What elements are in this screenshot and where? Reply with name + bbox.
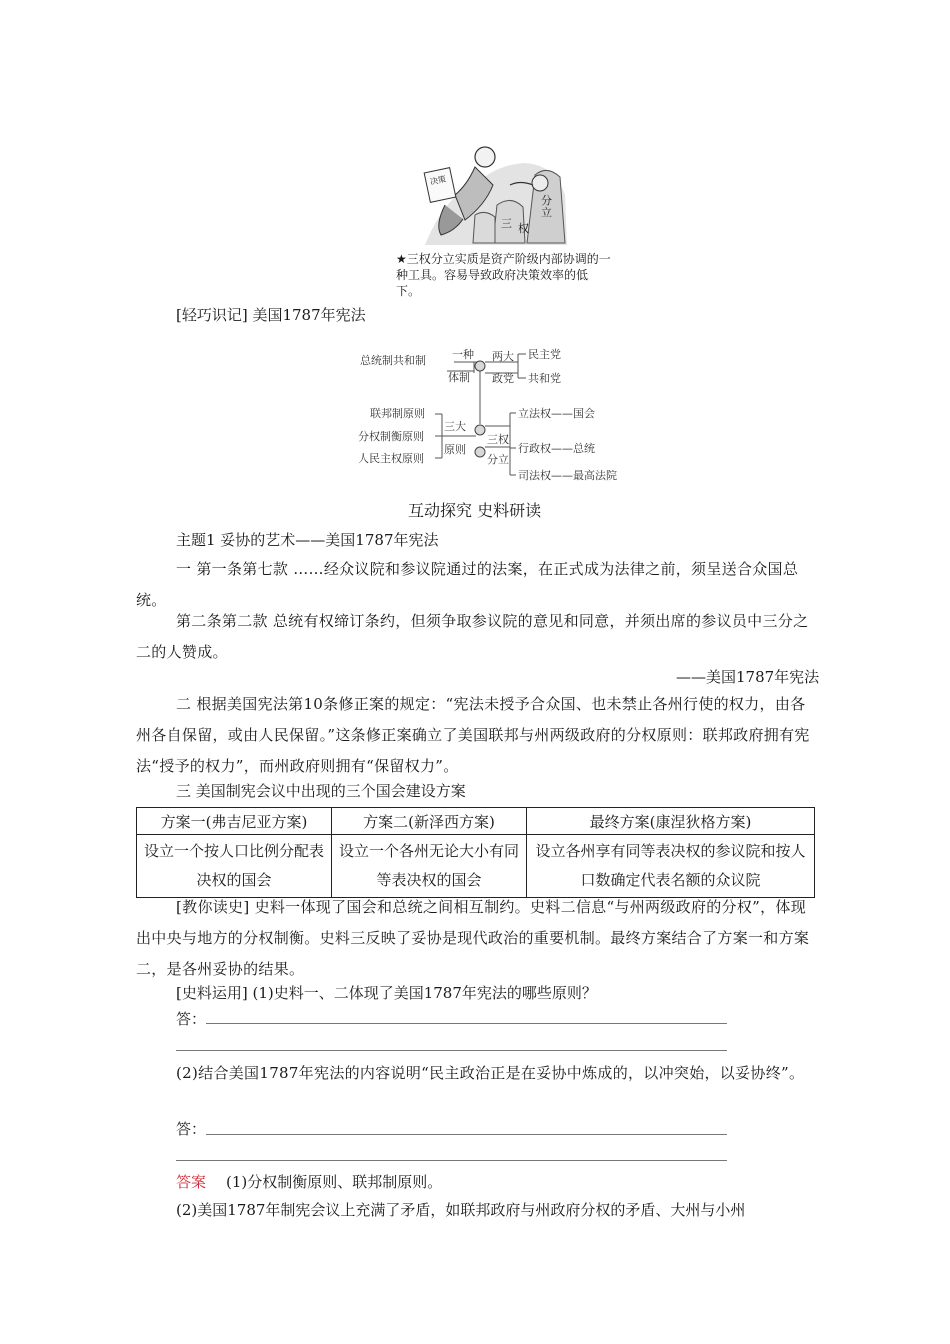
diagram-separation: 分立 xyxy=(487,453,509,466)
source1-paragraph1: 一 第一条第七款 ……经众议院和参议院通过的法案，在正式成为法律之前，须呈送合众国总统。 xyxy=(136,560,799,609)
diagram-power-executive: 行政权——总统 xyxy=(518,442,595,455)
answer-2: (2)美国1787年制宪会议上充满了矛盾，如联邦政府与州政府分权的矛盾、大州与小州 xyxy=(176,1201,746,1219)
three-powers-cartoon-icon xyxy=(415,135,575,250)
teach-paragraph: [教你读史] 史料一体现了国会和总统之间相互制约。史料二信息“与州两级政府的分权”，体现出中央与地方的分权制衡。史料三反映了妥协是现代政治的重要机制。最终方案结合了方案一和方案二，是各州妥协的结果。 xyxy=(136,898,810,978)
answer-label: 答案 xyxy=(176,1173,207,1191)
memory-heading: [轻巧识记] 美国1787年宪法 xyxy=(176,306,366,324)
diagram-principles: 原则 xyxy=(444,443,466,456)
diagram-one-kind: 一种 xyxy=(452,348,474,361)
diagram-principle-popular: 人民主权原则 xyxy=(358,452,424,465)
source3-title: 三 美国制宪会议中出现的三个国会建设方案 xyxy=(176,782,466,800)
table-cell: 设立一个各州无论大小有同等表决权的国会 xyxy=(332,835,527,898)
table-row xyxy=(137,835,815,898)
stone-label-quan: 权 xyxy=(518,222,529,235)
table-cell: 设立各州享有同等表决权的参议院和按人口数确定代表名额的众议院 xyxy=(527,835,815,898)
table-header-cell: 最终方案(康涅狄格方案) xyxy=(527,808,815,835)
node-circle-bottom-icon xyxy=(475,447,485,457)
answer-1: (1)分权制衡原则、联邦制原则。 xyxy=(226,1173,443,1191)
diagram-three-powers: 三权 xyxy=(487,433,509,446)
diagram-three-big: 三大 xyxy=(444,420,466,433)
diagram-principle-federal: 联邦制原则 xyxy=(370,407,425,420)
cartoon-doc-label: 决策 xyxy=(429,174,447,187)
diagram-parties: 政党 xyxy=(492,372,514,385)
diagram-power-judicial: 司法权——最高法院 xyxy=(518,469,617,482)
answer-line-1b[interactable] xyxy=(176,1050,727,1051)
diagram-principle-checks: 分权制衡原则 xyxy=(358,430,424,443)
answer-line-2a[interactable] xyxy=(206,1134,727,1135)
source1-paragraph2: 第二条第二款 总统有权缔订条约，但须争取参议院的意见和同意，并须出席的参议员中三分之二的人赞成。 xyxy=(136,612,809,661)
section-title: 互动探究 史料研读 xyxy=(408,501,542,520)
table-header-cell: 方案一(弗吉尼亚方案) xyxy=(137,808,332,835)
diagram-system: 体制 xyxy=(448,371,470,384)
node-circle-mid-icon xyxy=(475,425,485,435)
diagram-power-legislative: 立法权——国会 xyxy=(518,407,595,420)
diagram-party-democratic: 民主党 xyxy=(528,348,561,361)
table-cell: 设立一个按人口比例分配表决权的国会 xyxy=(137,835,332,898)
stone-label-san: 三 xyxy=(501,217,512,230)
stone-label-fenli: 分立 xyxy=(541,194,552,219)
node-circle-top-icon xyxy=(475,361,485,371)
diagram-presidential-republic: 总统制共和制 xyxy=(360,354,426,367)
question-1: [史料运用] (1)史料一、二体现了美国1787年宪法的哪些原则？ xyxy=(176,984,597,1002)
table-header-cell: 方案二(新泽西方案) xyxy=(332,808,527,835)
answer-label-2: 答： xyxy=(176,1120,207,1138)
table-header-row xyxy=(137,808,815,835)
diagram-party-republican: 共和党 xyxy=(528,372,561,385)
source1-citation: ——美国1787年宪法 xyxy=(676,668,820,686)
cartoon-caption: ★三权分立实质是资产阶级内部协调的一种工具。容易导致政府决策效率的低下。 xyxy=(396,252,611,298)
answer-label-1: 答： xyxy=(176,1010,207,1028)
answer-line-2b[interactable] xyxy=(176,1160,727,1161)
diagram-two-big: 两大 xyxy=(492,350,514,363)
plans-table xyxy=(136,807,815,898)
topic-heading: 主题1 妥协的艺术——美国1787年宪法 xyxy=(176,531,439,549)
cartoon-illustration xyxy=(415,135,575,250)
constitution-diagram xyxy=(350,340,640,492)
answer-line-1a[interactable] xyxy=(206,1023,727,1024)
question-2: (2)结合美国1787年宪法的内容说明“民主政治正是在妥协中炼成的，以冲突始，以妥协终”。 xyxy=(176,1064,805,1082)
source2-paragraph: 二 根据美国宪法第10条修正案的规定：“宪法未授予合众国、也未禁止各州行使的权力，由各州各自保留，或由人民保留。”这条修正案确立了美国联邦与州两级政府的分权原则：联邦政府拥有宪法“授予的权力”，而州政府则拥有“保留权力”。 xyxy=(136,695,810,775)
